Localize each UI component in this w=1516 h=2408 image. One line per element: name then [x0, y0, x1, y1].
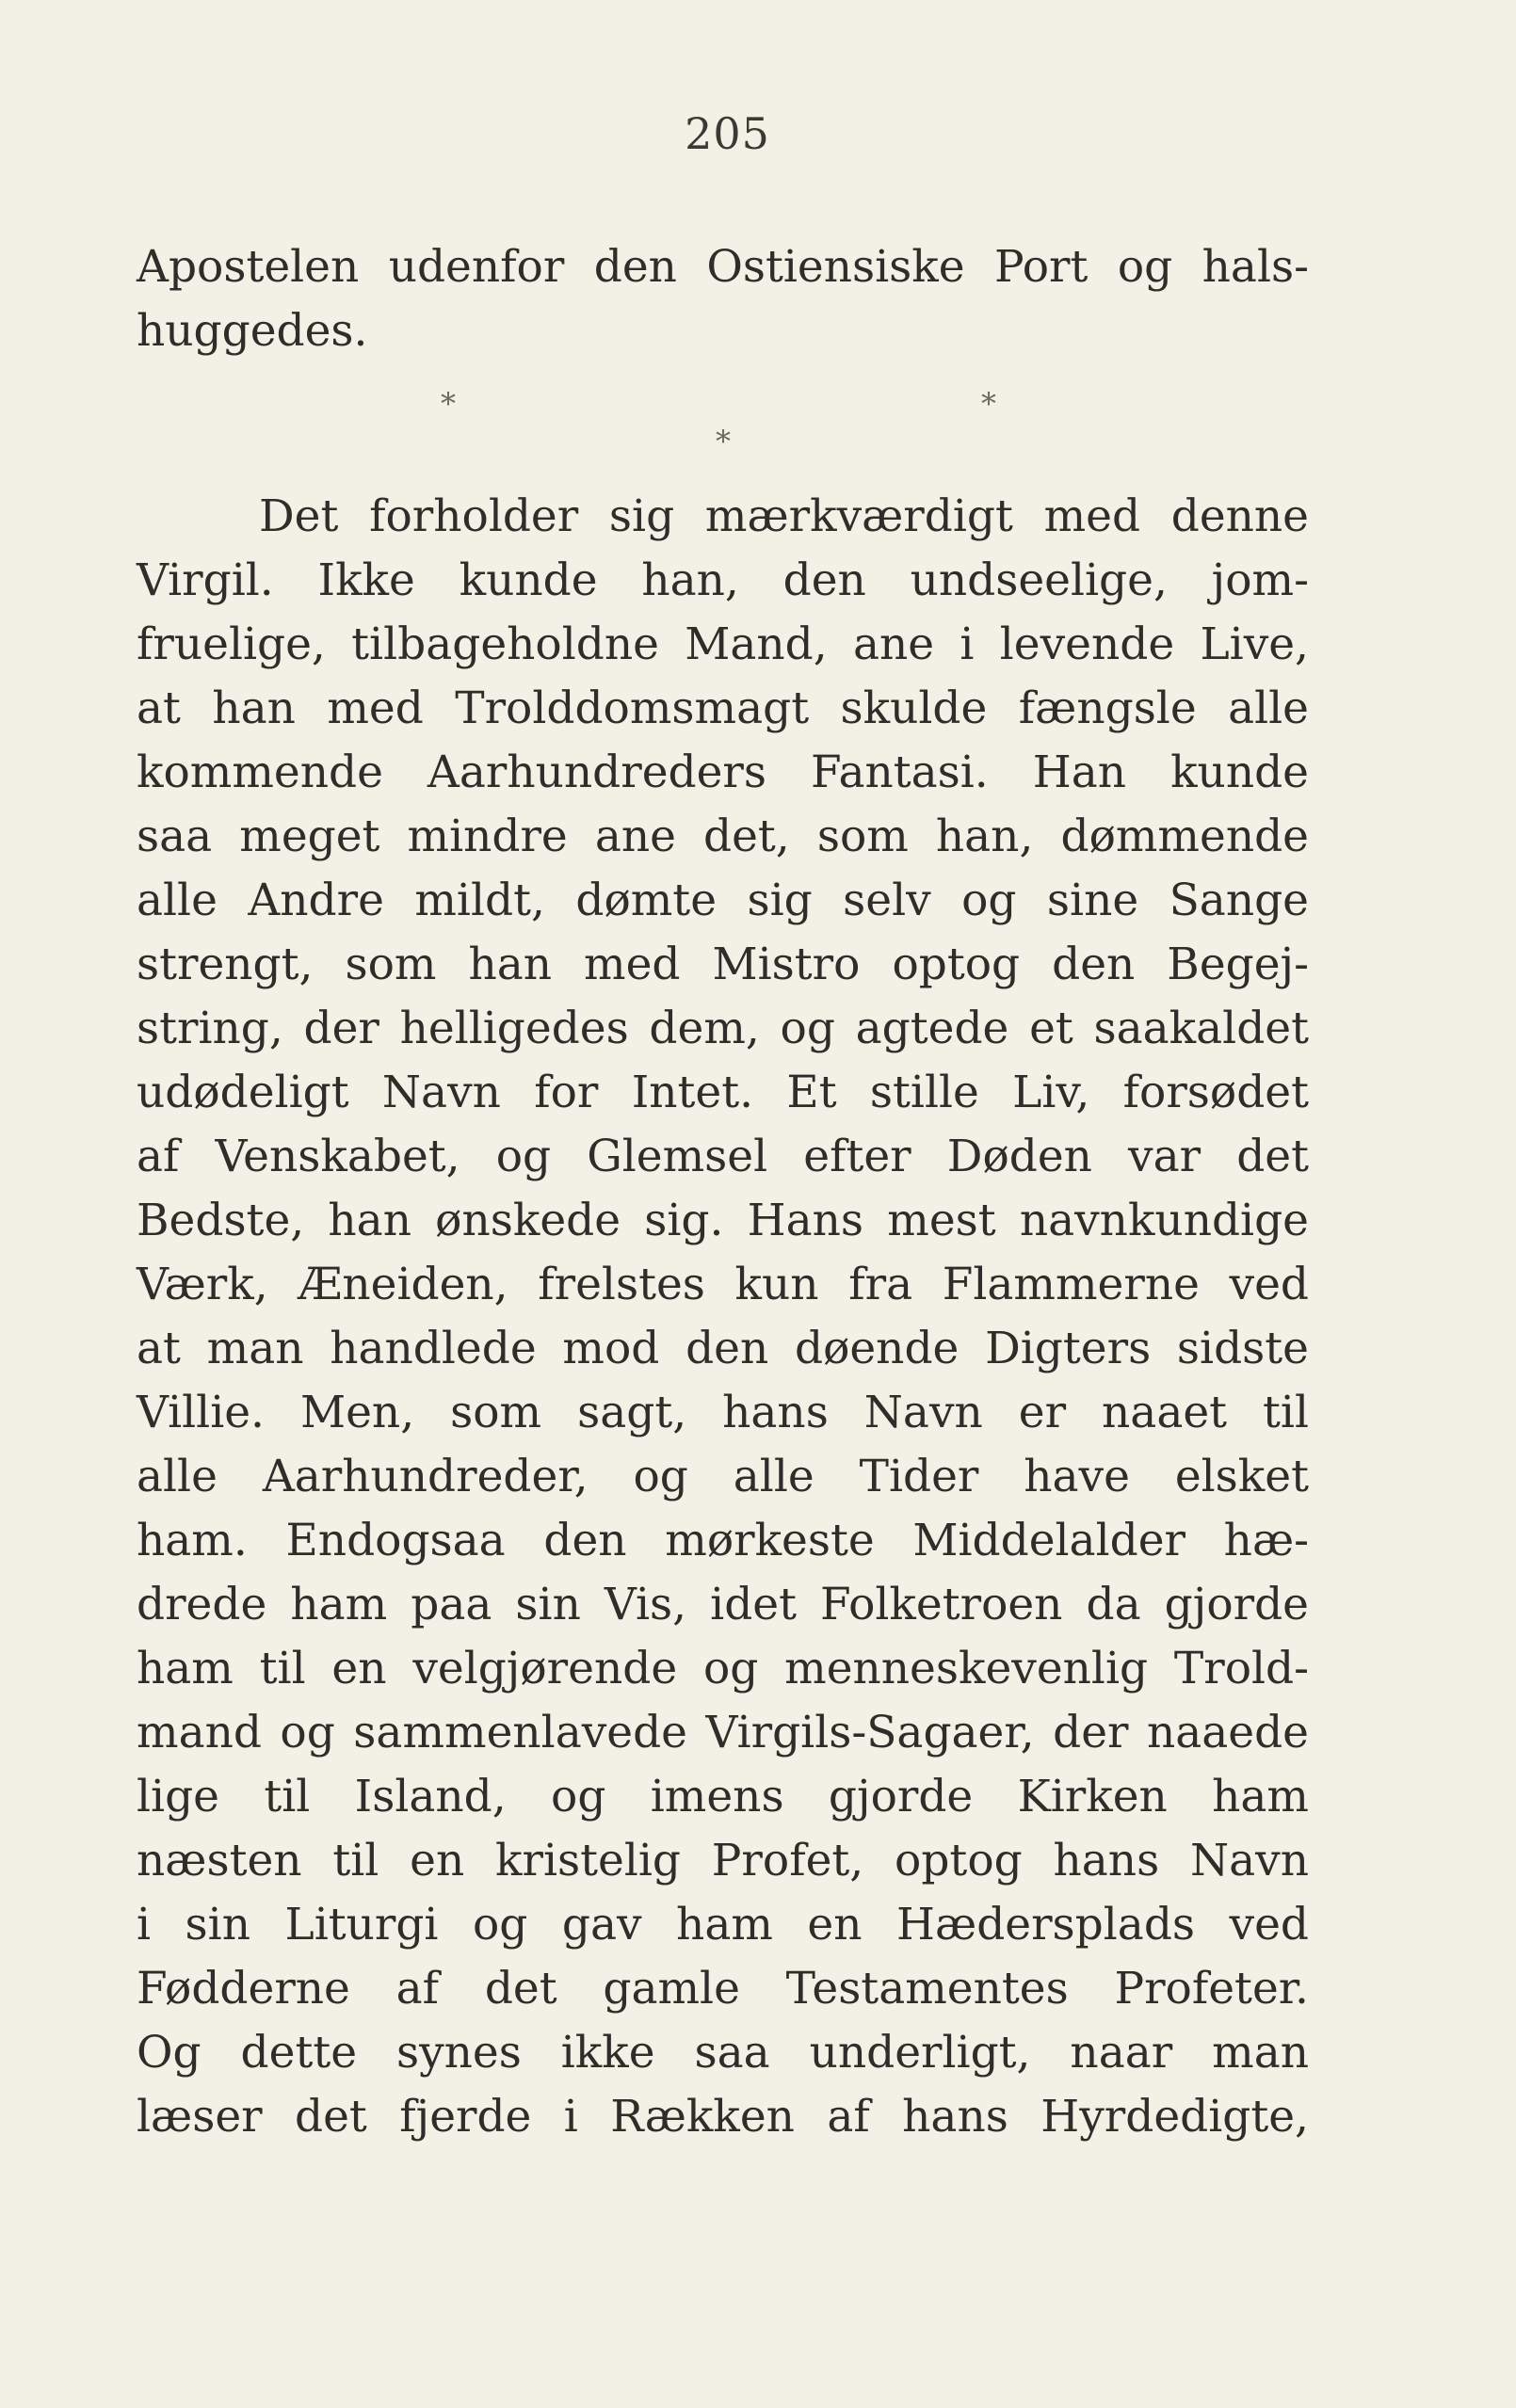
- text-line: næsten til en kristelig Profet, optog hans Navn: [137, 1835, 1309, 1886]
- text-line: at han med Trolddomsmagt skulde fængsle alle: [137, 682, 1309, 734]
- text-line: Værk, Æneiden, frelstes kun fra Flammerne ved: [137, 1259, 1309, 1310]
- text-line: Fødderne af det gamle Testamentes Profeter.: [137, 1963, 1309, 2015]
- asterisk-ornament: *: [441, 386, 456, 422]
- text-line: ham til en velgjørende og menneskevenlig Trold-: [137, 1643, 1309, 1694]
- text-line: Apostelen udenfor den Ostiensiske Port og hals-: [137, 241, 1309, 293]
- text-line: Villie. Men, som sagt, hans Navn er naaet til: [137, 1387, 1309, 1438]
- text-line: string, der helligedes dem, og agtede et saakaldet: [137, 1003, 1309, 1054]
- asterisk-ornament: *: [716, 424, 731, 459]
- text-line: alle Andre mildt, dømte sig selv og sine Sange: [137, 875, 1309, 926]
- text-line: læser det fjerde i Rækken af hans Hyrdedigte,: [137, 2091, 1309, 2143]
- text-line: Bedste, han ønskede sig. Hans mest navnkundige: [137, 1195, 1309, 1246]
- text-line: kommende Aarhundreders Fantasi. Han kunde: [137, 746, 1309, 798]
- text-line: Virgil. Ikke kunde han, den undseelige, jom-: [137, 554, 1309, 606]
- text-line: mand og sammenlavede Virgils-Sagaer, der naaede: [137, 1707, 1309, 1758]
- page-number: 205: [685, 108, 770, 159]
- text-line: i sin Liturgi og gav ham en Hædersplads ved: [137, 1899, 1309, 1950]
- text-line: ham. Endogsaa den mørkeste Middelalder hæ-: [137, 1515, 1309, 1566]
- text-line: Det forholder sig mærkværdigt med denne: [259, 490, 1309, 542]
- asterisk-ornament: *: [981, 386, 996, 422]
- text-line: drede ham paa sin Vis, idet Folketroen da gjorde: [137, 1579, 1309, 1630]
- section-break-asterisks: [0, 386, 1516, 471]
- intro-paragraph: [137, 235, 1309, 363]
- body-paragraph: [137, 485, 1309, 2149]
- text-line: lige til Island, og imens gjorde Kirken ham: [137, 1771, 1309, 1822]
- text-line: fruelige, tilbageholdne Mand, ane i levende Live,: [137, 618, 1309, 670]
- text-line: at man handlede mod den døende Digters sidste: [137, 1323, 1309, 1374]
- text-line: af Venskabet, og Glemsel efter Døden var det: [137, 1131, 1309, 1182]
- text-line: Og dette synes ikke saa underligt, naar man: [137, 2027, 1309, 2079]
- text-line: udødeligt Navn for Intet. Et stille Liv, forsødet: [137, 1067, 1309, 1118]
- text-line: alle Aarhundreder, og alle Tider have elsket: [137, 1451, 1309, 1502]
- text-line: saa meget mindre ane det, som han, dømmende: [137, 811, 1309, 862]
- text-line: strengt, som han med Mistro optog den Begej-: [137, 939, 1309, 990]
- text-line: huggedes.: [137, 305, 368, 357]
